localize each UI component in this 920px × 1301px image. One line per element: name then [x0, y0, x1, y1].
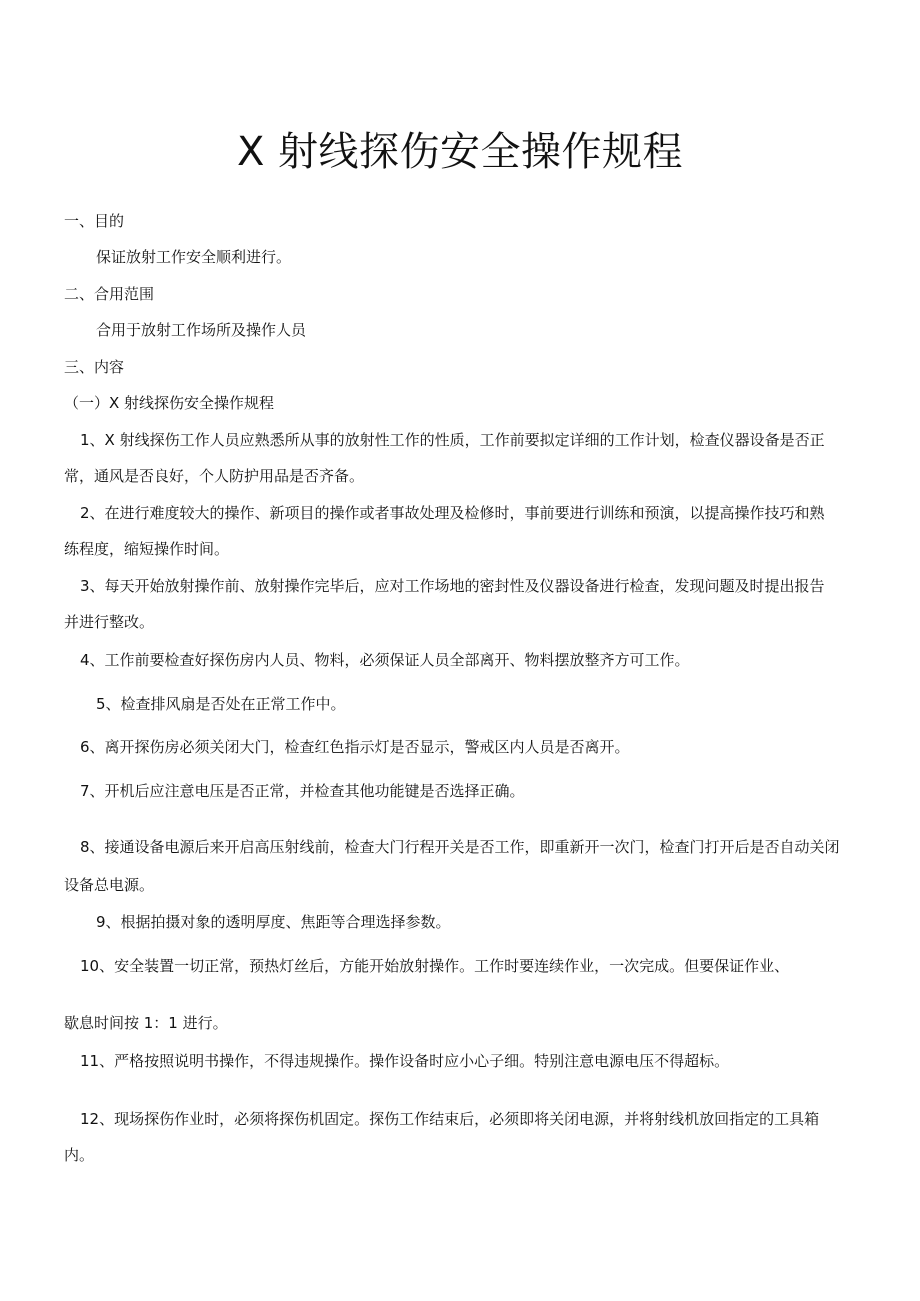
section-text-purpose: 保证放射工作安全顺利进行。	[96, 248, 292, 266]
section-heading-purpose: 一、目的	[64, 212, 125, 230]
item-12-line-2: 内。	[64, 1146, 95, 1164]
item-10-line-2: 歇息时间按 1：1 进行。	[64, 1014, 228, 1032]
document-title: X 射线探伤安全操作规程	[236, 129, 684, 175]
section-heading-scope: 二、合用范围	[64, 285, 155, 303]
item-3-line-1: 3、每天开始放射操作前、放射操作完毕后，应对工作场地的密封性及仪器设备进行检查，发现问题及时提出报告	[80, 577, 825, 595]
item-4-line-1: 4、工作前要检查好探伤房内人员、物料，必须保证人员全部离开、物料摆放整齐方可工作。	[80, 651, 690, 669]
section-heading-content: 三、内容	[64, 358, 125, 376]
item-5-line-1: 5、检查排风扇是否处在正常工作中。	[96, 695, 346, 713]
item-7-line-1: 7、开机后应注意电压是否正常，并检查其他功能键是否选择正确。	[80, 782, 525, 800]
item-9-line-1: 9、根据拍摄对象的透明厚度、焦距等合理选择参数。	[96, 913, 451, 931]
item-8-line-1: 8、接通设备电源后来开启高压射线前，检查大门行程开关是否工作，即重新开一次门，检查门打开后是否自动关闭	[80, 838, 840, 856]
sub-heading: （一）X 射线探伤安全操作规程	[64, 394, 275, 412]
item-8-line-2: 设备总电源。	[64, 876, 155, 894]
item-2-line-2: 练程度，缩短操作时间。	[64, 540, 230, 558]
section-text-scope: 合用于放射工作场所及操作人员	[96, 321, 307, 339]
item-6-line-1: 6、离开探伤房必须关闭大门，检查红色指示灯是否显示，警戒区内人员是否离开。	[80, 738, 630, 756]
item-3-line-2: 并进行整改。	[64, 613, 155, 631]
item-1-line-2: 常，通风是否良好，个人防护用品是否齐备。	[64, 467, 365, 485]
item-11-line-1: 11、严格按照说明书操作，不得违规操作。操作设备时应小心子细。特别注意电源电压不得超标。	[80, 1052, 730, 1070]
item-12-line-1: 12、现场探伤作业时，必须将探伤机固定。探伤工作结束后，必须即将关闭电源，并将射线机放回指定的工具箱	[80, 1110, 820, 1128]
item-2-line-1: 2、在进行难度较大的操作、新项目的操作或者事故处理及检修时，事前要进行训练和预演，以提高操作技巧和熟	[80, 504, 825, 522]
item-10-line-1: 10、安全装置一切正常，预热灯丝后，方能开始放射操作。工作时要连续作业，一次完成。但要保证作业、	[80, 957, 790, 975]
item-1-line-1: 1、X 射线探伤工作人员应熟悉所从事的放射性工作的性质，工作前要拟定详细的工作计划，检查仪器设备是否正	[80, 431, 825, 449]
